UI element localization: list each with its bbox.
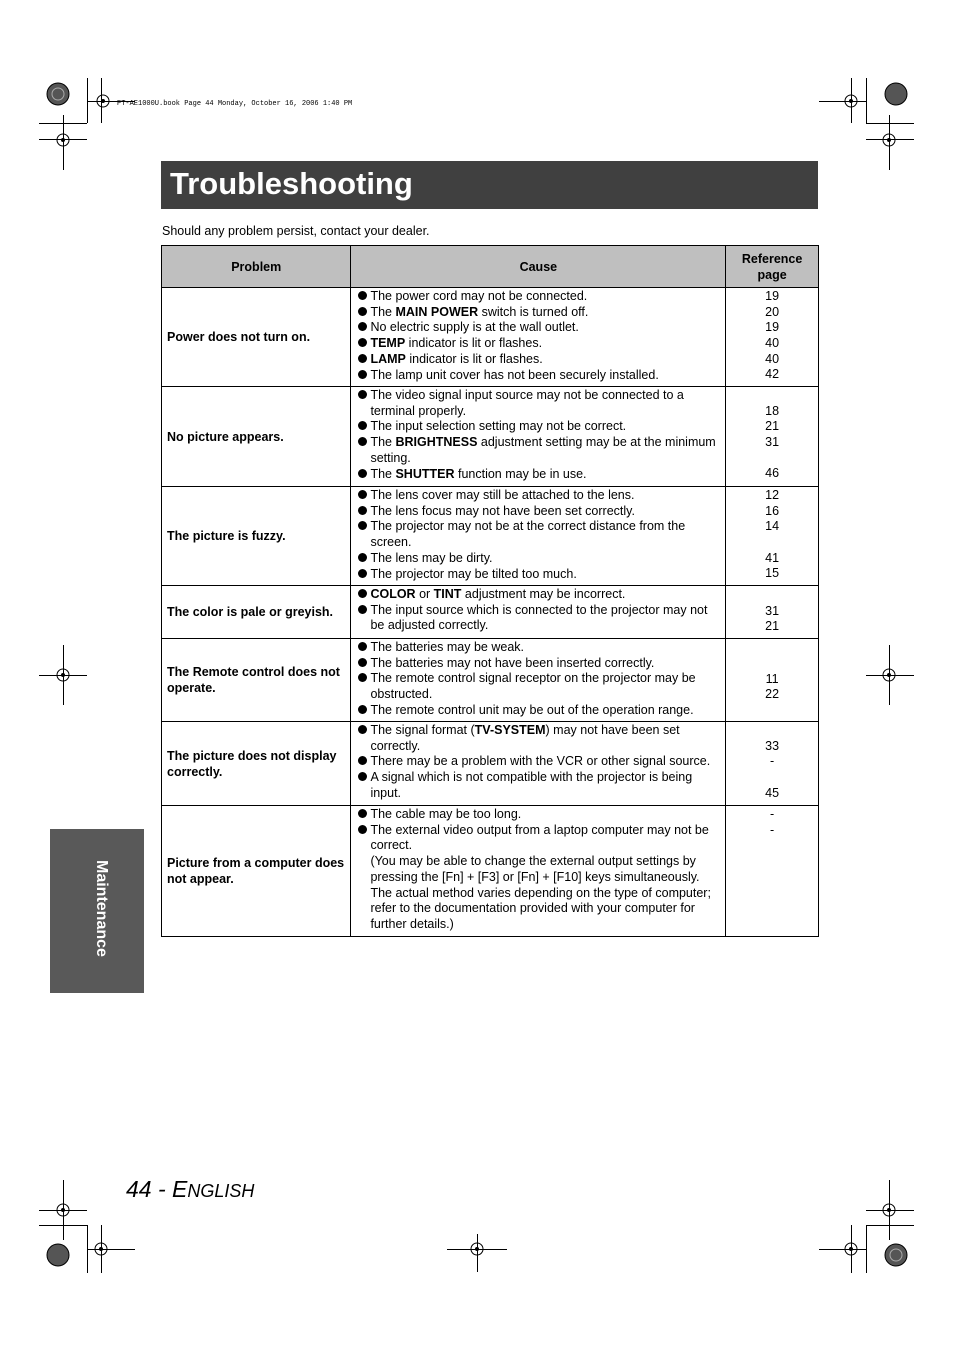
cause-item [351, 671, 725, 702]
cause-item [351, 754, 725, 770]
problem-cell: The picture does not display correctly. [162, 722, 351, 806]
cause-text [370, 807, 725, 823]
cause-fragment: The video signal input source may not be connected to a terminal properly. [370, 388, 684, 418]
cause-fragment: adjustment may be incorrect. [461, 587, 626, 601]
cause-item [351, 289, 725, 305]
bullet-icon [351, 305, 370, 321]
cause-fragment: The lamp unit cover has not been securely installed. [370, 367, 659, 382]
reference-page-value [726, 535, 818, 551]
cause-text [370, 289, 725, 305]
cause-text [370, 770, 725, 801]
bullet-icon [351, 368, 370, 384]
cause-text [370, 305, 725, 321]
cause-keyword: TEMP [370, 336, 406, 351]
cause-text [370, 723, 725, 754]
cause-text [370, 519, 725, 550]
cause-text [370, 567, 725, 583]
bullet-icon [351, 467, 370, 483]
cause-fragment: The input selection setting may not be correct. [370, 419, 627, 434]
cause-fragment: ) may not have been set correctly. [370, 723, 680, 753]
cause-fragment: The external video output from a laptop computer may not be correct. [370, 822, 709, 853]
bullet-icon [351, 567, 370, 583]
cause-fragment: The projector may not be at the correct distance from the screen. [370, 519, 686, 550]
cause-text [370, 587, 725, 603]
cause-text [370, 368, 725, 384]
reference-page-value: 41 [765, 550, 780, 565]
reference-page-value: 19 [765, 320, 780, 335]
bullet-icon [351, 656, 370, 672]
bullet-icon [351, 551, 370, 567]
cause-text [370, 656, 725, 672]
bullet-icon [351, 723, 370, 754]
cause-text [370, 352, 725, 368]
cause-text [370, 435, 725, 466]
table-row [162, 722, 819, 806]
bullet-icon [351, 587, 370, 603]
cause-note: (You may be able to change the external output settings by pressing the [Fn] + [F3] or [Fn] + [F10] keys simultaneously. The actual method varies depending on the type of computer; refer to the documentation provided with your computer for further details.) [370, 854, 711, 931]
cause-fragment: function may be in use. [454, 466, 587, 481]
cause-item [351, 519, 725, 550]
cause-item [351, 603, 725, 634]
cause-text [370, 388, 725, 419]
title-bar [161, 161, 818, 209]
page-lang-rest: NGLISH [187, 1181, 255, 1201]
reference-page-value: 19 [765, 289, 780, 303]
table-row [162, 288, 819, 387]
problem-cell: The Remote control does not operate. [162, 639, 351, 722]
reference-page-value: 11 [765, 671, 779, 686]
problem-cell: No picture appears. [162, 387, 351, 487]
reference-cell [726, 722, 819, 806]
reference-cell [726, 288, 819, 387]
cause-keyword: MAIN POWER [395, 304, 479, 319]
bullet-icon [351, 770, 370, 801]
reference-page-value: 31 [765, 435, 780, 450]
bullet-icon [351, 823, 370, 854]
cause-item [351, 352, 725, 368]
intro-text: Should any problem persist, contact your dealer. [162, 224, 430, 238]
cause-fragment: The lens may be dirty. [370, 550, 493, 565]
bullet-icon [351, 488, 370, 504]
reference-page-value: - [770, 807, 775, 821]
reference-page-value: 40 [765, 336, 780, 351]
problem-cell: The color is pale or greyish. [162, 586, 351, 639]
cause-keyword: COLOR [370, 587, 416, 601]
bullet-icon [351, 336, 370, 352]
reference-cell [726, 639, 819, 722]
cause-item [351, 770, 725, 801]
cause-fragment: The cable may be too long. [370, 807, 522, 821]
file-header: PT-AE1000U.book Page 44 Monday, October 16, 2006 1:40 PM [117, 100, 353, 108]
crosshair-icon [465, 1237, 489, 1261]
cause-cell [351, 806, 726, 937]
header-reference-page-label: Reference page [741, 251, 803, 282]
crosshair-icon [839, 1237, 863, 1261]
cause-fragment: indicator is lit or flashes. [405, 351, 543, 366]
cause-item [351, 388, 725, 419]
cause-item [351, 435, 725, 466]
cause-keyword: TINT [433, 587, 462, 601]
cause-fragment: A signal which is not compatible with the projector is being input. [370, 770, 693, 800]
cause-fragment: The remote control signal receptor on the projector may be obstructed. [370, 671, 696, 702]
reference-page-value: 42 [765, 367, 780, 382]
cause-fragment: The [370, 466, 396, 481]
cause-text [370, 671, 725, 702]
bullet-icon [351, 754, 370, 770]
cause-fragment: There may be a problem with the VCR or other signal source. [370, 754, 711, 769]
reference-page-value: 12 [765, 488, 780, 502]
crosshair-icon [89, 1237, 113, 1261]
cause-text [370, 603, 725, 634]
reference-cell [726, 487, 819, 586]
cause-item [351, 504, 725, 520]
reference-page-value [726, 588, 818, 604]
cause-fragment: No electric supply is at the wall outlet. [370, 320, 579, 335]
cause-item [351, 823, 725, 854]
crosshair-icon [877, 128, 901, 152]
crosshair-icon [51, 1198, 75, 1222]
cause-fragment: The batteries may be weak. [370, 640, 524, 654]
cause-item [351, 551, 725, 567]
cause-fragment: The [370, 304, 396, 319]
cause-text [370, 640, 725, 656]
cause-item [351, 419, 725, 435]
cause-item [351, 467, 725, 483]
registration-circle-icon [884, 82, 908, 106]
crosshair-icon [877, 1198, 901, 1222]
bullet-icon [351, 519, 370, 550]
reference-page-value [726, 388, 818, 404]
bullet-icon [351, 435, 370, 466]
registration-circle-icon [884, 1243, 908, 1267]
reference-page-value: 46 [765, 466, 780, 481]
bullet-icon [351, 388, 370, 419]
reference-page-value: 22 [765, 687, 780, 702]
crosshair-icon [51, 128, 75, 152]
cause-fragment: The [370, 435, 396, 450]
reference-page-value: 20 [765, 304, 780, 319]
reference-page-value [726, 656, 818, 672]
cause-fragment: The lens cover may still be attached to the lens. [370, 488, 635, 502]
cause-text [370, 320, 725, 336]
cause-text [370, 336, 725, 352]
bullet-icon [351, 504, 370, 520]
cause-item [351, 336, 725, 352]
cause-item [351, 320, 725, 336]
cause-cell [351, 586, 726, 639]
cause-text [370, 823, 725, 854]
header-problem: Problem [162, 246, 351, 288]
cause-item [351, 640, 725, 656]
table-row [162, 586, 819, 639]
bullet-icon [351, 352, 370, 368]
cause-item [351, 656, 725, 672]
table-row [162, 487, 819, 586]
crosshair-icon [91, 89, 115, 113]
bullet-icon [351, 320, 370, 336]
reference-page-value: 14 [765, 519, 780, 534]
bullet-icon [351, 640, 370, 656]
cause-cell [351, 639, 726, 722]
cause-item [351, 488, 725, 504]
reference-page-value: 33 [765, 738, 780, 753]
reference-page-value: 16 [765, 503, 780, 518]
cause-item [351, 723, 725, 754]
cause-item [351, 567, 725, 583]
cause-text [370, 488, 725, 504]
troubleshooting-table [161, 245, 819, 937]
cause-fragment: The projector may be tilted too much. [370, 566, 577, 581]
side-tab-label: Maintenance [93, 860, 110, 957]
cause-text [370, 754, 725, 770]
bullet-icon [351, 603, 370, 634]
table-row [162, 806, 819, 937]
reference-page-value [726, 451, 818, 467]
cause-item [351, 587, 725, 603]
cause-fragment: adjustment setting may be at the minimum setting. [370, 435, 716, 465]
reference-page-value: 18 [765, 403, 780, 418]
reference-page-value: 40 [765, 351, 780, 366]
page-number-value: 44 - [126, 1176, 173, 1202]
reference-page-value: 21 [765, 619, 780, 634]
cause-text [370, 419, 725, 435]
reference-page-value [726, 770, 818, 786]
cause-fragment: The signal format ( [370, 723, 475, 737]
reference-cell [726, 806, 819, 937]
cause-fragment: The lens focus may not have been set correctly. [370, 503, 635, 518]
registration-circle-icon [46, 82, 70, 106]
table-row [162, 639, 819, 722]
crosshair-icon [51, 663, 75, 687]
cause-cell [351, 387, 726, 487]
problem-cell: Power does not turn on. [162, 288, 351, 387]
cause-fragment: switch is turned off. [478, 304, 589, 319]
reference-cell [726, 586, 819, 639]
cause-keyword: BRIGHTNESS [395, 435, 478, 450]
bullet-icon [351, 671, 370, 702]
cause-item [351, 368, 725, 384]
table-row [162, 387, 819, 487]
page-lang-first: E [172, 1176, 188, 1202]
cause-fragment: indicator is lit or flashes. [405, 336, 543, 351]
reference-cell [726, 387, 819, 487]
reference-page-value: - [770, 754, 775, 769]
cause-fragment: The power cord may not be connected. [370, 289, 588, 303]
cause-keyword: LAMP [370, 351, 406, 366]
reference-page-value: - [770, 822, 775, 837]
bullet-icon [351, 807, 370, 823]
crosshair-icon [839, 89, 863, 113]
table-header-row [162, 246, 819, 288]
cause-cell [351, 722, 726, 806]
bullet-icon [351, 703, 370, 719]
cause-keyword: TV-SYSTEM [474, 723, 546, 737]
header-cause: Cause [351, 246, 726, 288]
cause-cell [351, 288, 726, 387]
table-body [162, 288, 819, 937]
cause-item [351, 807, 725, 823]
cause-fragment: The batteries may not have been inserted correctly. [370, 655, 655, 670]
cause-cell [351, 487, 726, 586]
cause-item [351, 305, 725, 321]
problem-cell: The picture is fuzzy. [162, 487, 351, 586]
cause-fragment: or [415, 587, 434, 601]
page-number [126, 1176, 254, 1203]
cause-keyword: SHUTTER [395, 466, 455, 481]
crosshair-icon [877, 663, 901, 687]
problem-cell: Picture from a computer does not appear. [162, 806, 351, 937]
bullet-icon [351, 419, 370, 435]
reference-page-value [726, 723, 818, 739]
reference-page-value: 15 [765, 566, 780, 581]
cause-item [351, 703, 725, 719]
cause-text [370, 703, 725, 719]
header-reference-page [726, 246, 819, 288]
cause-text [370, 504, 725, 520]
reference-page-value: 21 [765, 419, 780, 434]
cause-text [370, 551, 725, 567]
reference-page-value: 31 [765, 603, 780, 618]
bullet-icon [351, 289, 370, 305]
cause-text [370, 467, 725, 483]
page-title: Troubleshooting [170, 166, 413, 201]
registration-circle-icon [46, 1243, 70, 1267]
cause-fragment: The input source which is connected to the projector may not be adjusted correctly. [370, 602, 708, 633]
reference-page-value: 45 [765, 785, 780, 800]
cause-fragment: The remote control unit may be out of the operation range. [370, 702, 694, 717]
